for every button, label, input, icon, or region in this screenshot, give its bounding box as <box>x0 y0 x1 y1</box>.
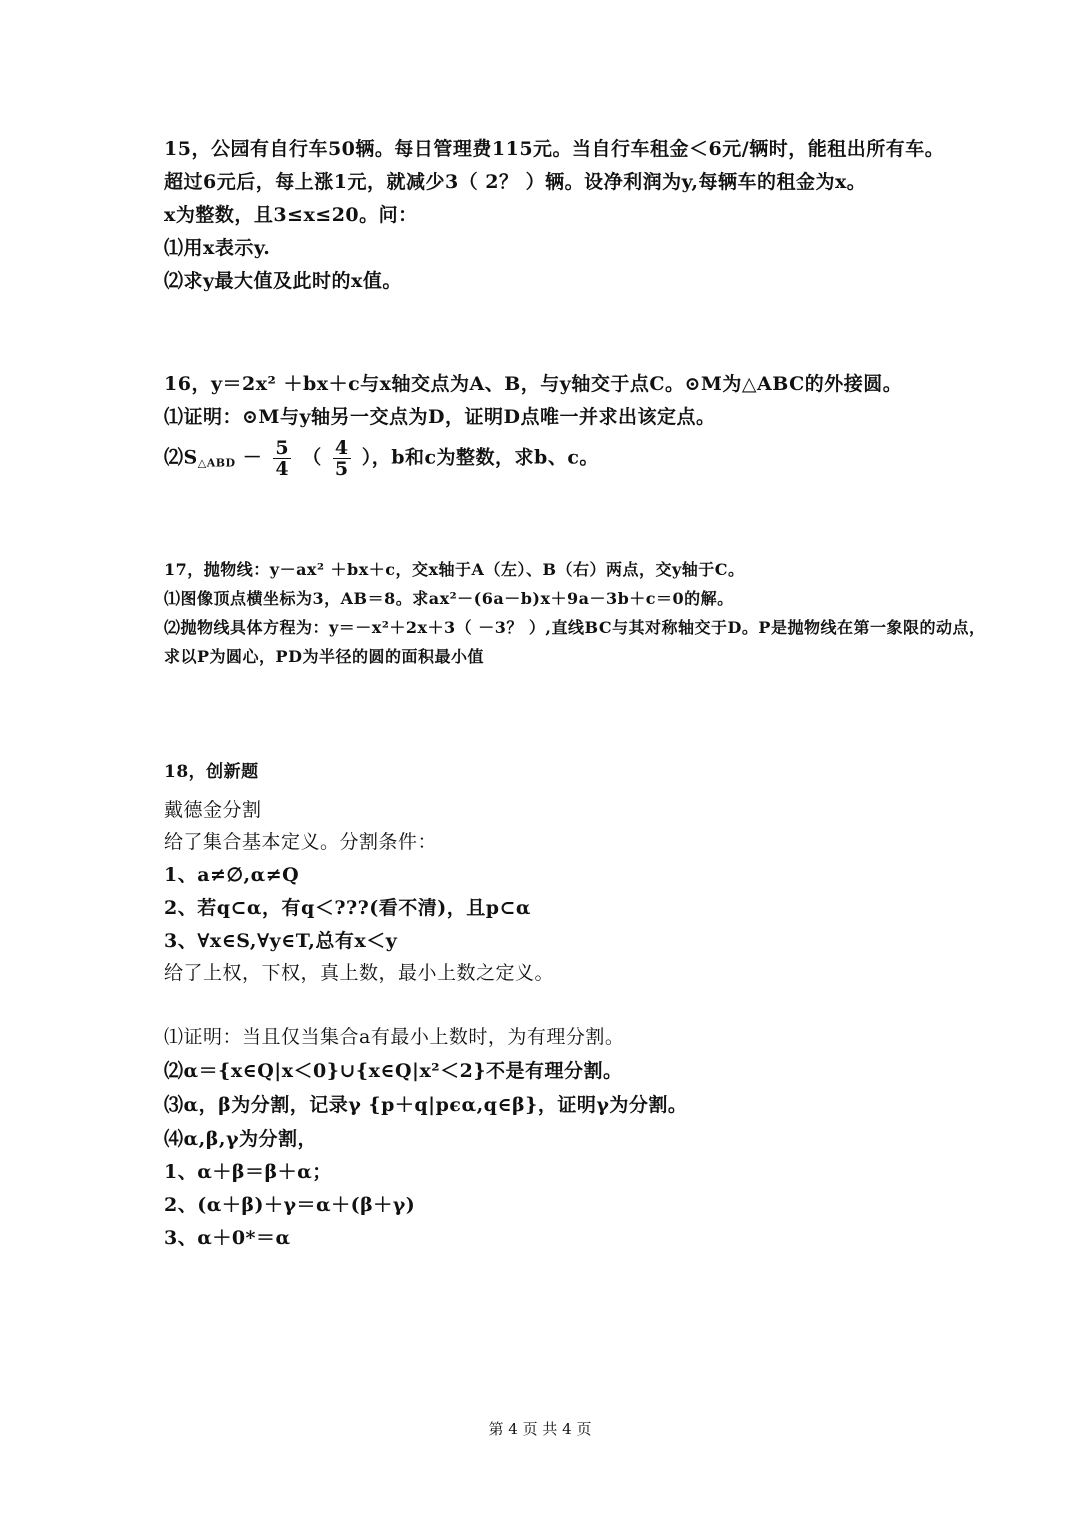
q18-part-4: ⑷α,β,γ为分割， <box>164 1128 318 1150</box>
q18-part-1: ⑴证明：当且仅当集合a有最小上数时，为有理分割。 <box>164 1026 625 1048</box>
q18-line-4: 2、若q⊂α，有q＜???(看不清)，且p⊂α <box>164 897 532 919</box>
q16-line-3 <box>164 438 599 479</box>
q16-line-3-suffix: ），b和c为整数，求b、c。 <box>361 446 599 469</box>
q16-fraction-1-numerator: 5 <box>275 437 290 459</box>
q16-fraction-5-4 <box>273 438 291 479</box>
page-number-footer: 第 4 页 共 4 页 <box>488 1420 592 1438</box>
q18-line-1: 戴德金分割 <box>164 799 262 821</box>
q15-line-3: x为整数，且3≤x≤20。问： <box>164 204 418 226</box>
q16-fraction-4-5 <box>333 438 351 479</box>
q16-area-label: ⑵S <box>164 446 198 469</box>
q17-line-2: ⑴图像顶点横坐标为3，AB＝8。求ax²－(6a－b)x＋9a－3b＋c＝0的解。 <box>164 589 734 608</box>
q16-area-subscript: △ABD <box>197 456 236 470</box>
q15-line-2: 超过6元后，每上涨1元，就减少3（ 2？ ）辆。设净利润为y,每辆车的租金为x。 <box>164 171 867 193</box>
q18-title: 18，创新题 <box>164 762 259 782</box>
q17-line-3: ⑵抛物线具体方程为：y＝－x²＋2x＋3（ －3？ ）,直线BC与其对称轴交于D。P是抛物线在第一象限的动点， <box>164 618 986 637</box>
q16-minus: － <box>242 446 263 469</box>
q16-fraction-1-denominator: 4 <box>275 458 290 480</box>
q18-part-6: 2、(α＋β)＋γ＝α＋(β＋γ) <box>164 1194 416 1216</box>
q18-part-2: ⑵α＝{x∈Q|x＜0}∪{x∈Q|x²＜2}不是有理分割。 <box>164 1060 623 1082</box>
q16-fraction-2-denominator: 5 <box>334 458 349 480</box>
q17-line-4: 求以P为圆心，PD为半径的圆的面积最小值 <box>164 647 484 666</box>
q18-part-3: ⑶α，β为分割，记录γ {p＋q|pєα,q∈β}，证明γ为分割。 <box>164 1094 688 1116</box>
q15-line-4: ⑴用x表示y. <box>164 237 271 259</box>
q16-paren-open: （ <box>302 446 322 469</box>
q18-line-6: 给了上权，下权，真上数，最小上数之定义。 <box>164 962 555 984</box>
q16-line-1: 16，y＝2x² ＋bx＋c与x轴交点为A、B，与y轴交于点C。⊙M为△ABC的外接圆。 <box>164 373 903 395</box>
q16-line-2: ⑴证明：⊙M与y轴另一交点为D，证明D点唯一并求出该定点。 <box>164 406 716 428</box>
q17-line-1: 17，抛物线：y－ax² ＋bx＋c，交x轴于A（左）、B（右）两点，交y轴于C。 <box>164 560 745 579</box>
q18-part-7: 3、α＋0*＝α <box>164 1227 291 1249</box>
q18-line-5: 3、∀x∈S,∀y∈T,总有x＜y <box>164 930 398 952</box>
q15-line-1: 15，公园有自行车50辆。每日管理费115元。当自行车租金＜6元/辆时，能租出所有车。 <box>164 138 945 160</box>
q18-line-2: 给了集合基本定义。分割条件： <box>164 831 438 853</box>
q18-line-3: 1、a≠∅,α≠Q <box>164 864 300 886</box>
q16-fraction-2-numerator: 4 <box>334 437 349 459</box>
q15-line-5: ⑵求y最大值及此时的x值。 <box>164 270 402 292</box>
q18-part-5: 1、α＋β＝β＋α； <box>164 1161 332 1183</box>
